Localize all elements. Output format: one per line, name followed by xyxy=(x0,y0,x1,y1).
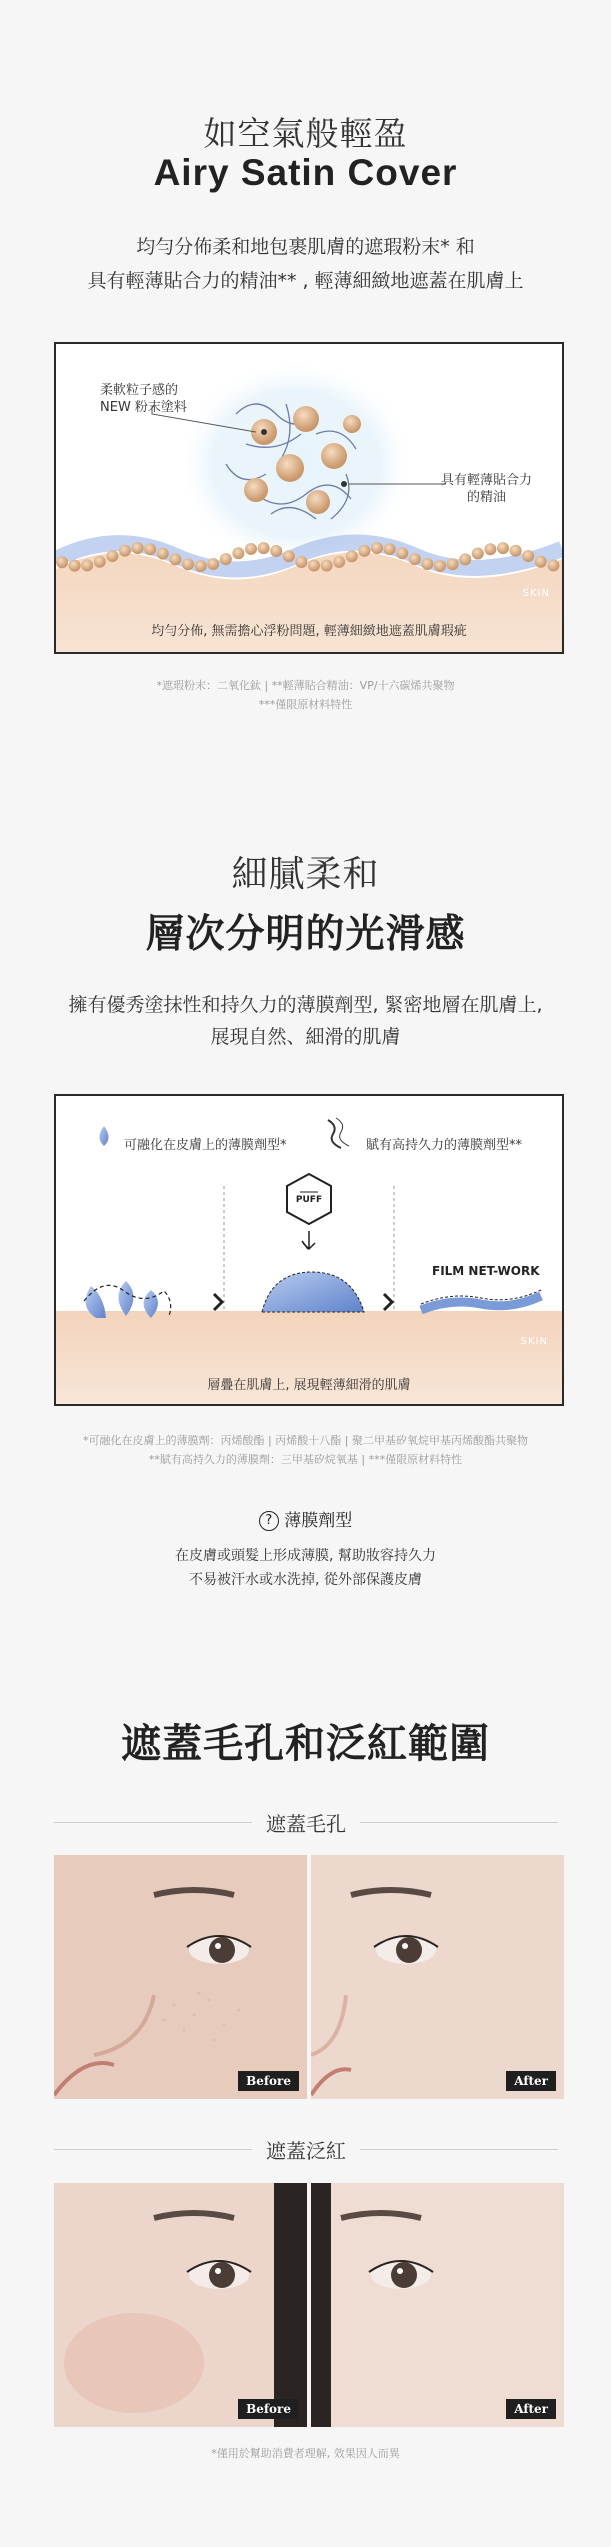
section1-note-line1: *遮瑕粉末：二氧化鈦 | **輕薄貼合精油：VP/十六碳烯共聚物 xyxy=(156,679,455,692)
powder-bead xyxy=(358,545,370,557)
section2-desc-line2: 展現自然、細滑的肌膚 xyxy=(210,1026,401,1048)
powder-bead xyxy=(484,543,496,555)
section3-footnote: *僅用於幫助消費者理解, 效果因人而異 xyxy=(211,2447,400,2460)
before-tag-2: Before xyxy=(238,2399,299,2419)
powder-bead xyxy=(308,560,320,572)
film-wave-icon-2 xyxy=(336,1118,349,1146)
powder-bead xyxy=(144,543,156,555)
after-tag: After xyxy=(506,2071,556,2091)
powder-bead xyxy=(321,560,333,572)
powder-bead xyxy=(245,543,257,555)
before-tag: Before xyxy=(238,2071,299,2091)
label-oil-line2: 的精油 xyxy=(467,490,507,505)
label-powder-line1: 柔軟粒子感的 xyxy=(100,383,179,398)
powder-bead xyxy=(232,547,244,559)
powder-bead xyxy=(472,548,484,560)
diagram2-caption: 層疊在肌膚上, 展現輕薄細滑的肌膚 xyxy=(207,1378,411,1393)
section1-title-line2: Airy Satin Cover xyxy=(153,152,458,193)
after-tag-2: After xyxy=(506,2399,556,2419)
face-image-redness-after xyxy=(311,2183,564,2427)
redness-heading: 遮蓋泛紅 xyxy=(252,2139,360,2163)
droplet-icon xyxy=(100,1126,109,1146)
powder-bead xyxy=(409,553,421,565)
powder-bead xyxy=(447,558,459,570)
powder-bead xyxy=(119,545,131,557)
section1-desc-line1: 均勻分佈柔和地包裹肌膚的遮瑕粉末* 和 xyxy=(136,236,475,258)
powder-bead xyxy=(371,542,383,554)
skin-label: SKIN xyxy=(522,588,550,599)
powder-bead xyxy=(270,545,282,557)
label-oil-line1: 具有輕薄貼合力 xyxy=(441,473,533,488)
powder-oil-diagram xyxy=(54,342,564,654)
section2-title-line1: 細膩柔和 xyxy=(231,854,380,895)
powder-bead xyxy=(283,550,295,562)
puff-label: PUFF xyxy=(295,1195,323,1205)
powder-bead xyxy=(497,542,509,554)
powder-bead xyxy=(69,560,81,572)
powder-bead xyxy=(207,558,219,570)
pore-before-photo xyxy=(54,1855,307,2099)
section1-note-line2: ***僅限原材料特性 xyxy=(258,698,353,711)
powder-bead xyxy=(333,556,345,568)
arrow-down-icon xyxy=(303,1231,315,1249)
section2-note-line1: *可融化在皮膚上的薄膜劑：丙烯酸酯 | 丙烯酸十八酯 | 聚二甲基矽氧烷甲基丙烯酸酯共聚物 xyxy=(83,1434,528,1447)
section1-title-line1: 如空氣般輕盈 xyxy=(203,114,408,153)
powder-bead xyxy=(434,560,446,572)
section2-title-line2: 層次分明的光滑感 xyxy=(145,912,466,957)
film-title: 薄膜劑型 xyxy=(284,1511,353,1531)
powder-bead xyxy=(547,559,559,571)
section1-desc-line2: 具有輕薄貼合力的精油** , 輕薄細緻地遮蓋在肌膚上 xyxy=(87,270,524,292)
powder-bead xyxy=(106,550,118,562)
film-wave-icon xyxy=(328,1120,341,1148)
label-powder-line2: NEW 粉末塗料 xyxy=(100,400,187,415)
skin-label-2: SKIN xyxy=(520,1336,548,1347)
section2-note-line2: **賦有高持久力的薄膜劑：三甲基矽烷氧基 | ***僅限原材料特性 xyxy=(148,1453,463,1466)
powder-bead xyxy=(220,553,232,565)
powder-bead xyxy=(535,556,547,568)
powder-bead xyxy=(258,542,270,554)
redness-heading-row xyxy=(54,2135,558,2165)
powder-bead xyxy=(421,558,433,570)
question-icon: ? xyxy=(259,1511,279,1531)
powder-bead xyxy=(295,556,307,568)
powder-bead xyxy=(56,556,68,568)
powder-bead xyxy=(396,547,408,559)
section3-title: 遮蓋毛孔和泛紅範圍 xyxy=(121,1721,490,1767)
powder-bead xyxy=(169,553,181,565)
powder-bead xyxy=(81,559,93,571)
face-image-after xyxy=(311,1855,564,2099)
film-title-row xyxy=(0,1506,611,1531)
powder-bead xyxy=(459,553,471,565)
film-network-label: FILM NET-WORK xyxy=(432,1264,540,1278)
face-image xyxy=(54,1855,307,2099)
pore-heading: 遮蓋毛孔 xyxy=(252,1812,360,1836)
film-blob xyxy=(262,1272,364,1312)
pore-heading-row xyxy=(54,1808,558,1838)
powder-bead xyxy=(195,560,207,572)
powder-bead xyxy=(94,556,106,568)
powder-bead xyxy=(384,543,396,555)
powder-bead xyxy=(182,558,194,570)
face-image-redness-before xyxy=(54,2183,307,2427)
arrow-right-icon-2 xyxy=(384,1294,392,1310)
pore-after-photo xyxy=(311,1855,564,2099)
film-desc-line2: 不易被汗水或水洗掉, 從外部保護皮膚 xyxy=(189,1572,422,1588)
powder-bead xyxy=(157,548,169,560)
legend-right: 賦有高持久力的薄膜劑型** xyxy=(366,1138,523,1153)
powder-bead xyxy=(346,550,358,562)
powder-bead xyxy=(522,550,534,562)
diagram1-caption: 均勻分佈, 無需擔心浮粉問題, 輕薄細緻地遮蓋肌膚瑕疵 xyxy=(151,624,467,639)
redness-before-photo xyxy=(54,2183,307,2427)
film-diagram xyxy=(54,1094,564,1406)
legend-left: 可融化在皮膚上的薄膜劑型* xyxy=(124,1138,287,1153)
arrow-right-icon xyxy=(214,1294,222,1310)
film-desc-line1: 在皮膚或頭髮上形成薄膜, 幫助妝容持久力 xyxy=(175,1548,436,1564)
powder-bead xyxy=(132,542,144,554)
section2-desc-line1: 擁有優秀塗抹性和持久力的薄膜劑型, 緊密地層在肌膚上, xyxy=(68,994,543,1016)
redness-after-photo xyxy=(311,2183,564,2427)
powder-bead xyxy=(510,545,522,557)
